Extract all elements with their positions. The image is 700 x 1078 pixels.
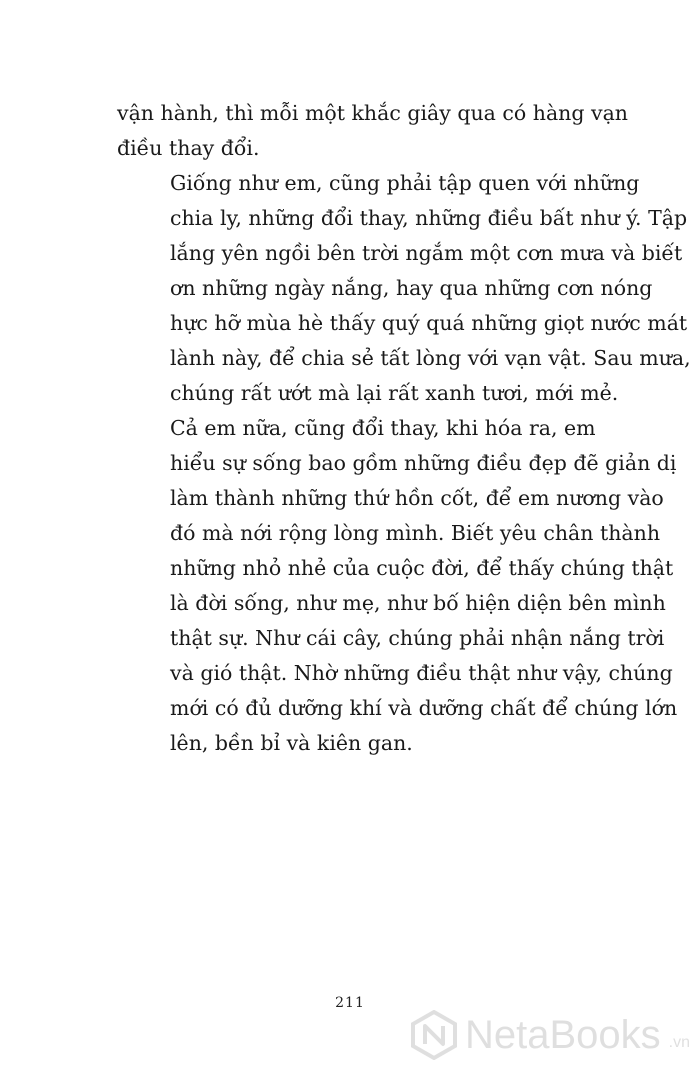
paragraph bbox=[117, 166, 691, 411]
book-page-body bbox=[117, 96, 691, 761]
text-line: chúng rất ướt mà lại rất xanh tươi, mới mẻ. bbox=[170, 381, 619, 405]
text-line: Cả em nữa, cũng đổi thay, khi hóa ra, em bbox=[170, 416, 596, 440]
watermark-suffix: .vn bbox=[668, 1034, 690, 1051]
text-line: thật sự. Như cái cây, chúng phải nhận nắng trời bbox=[170, 626, 665, 650]
text-line: lắng yên ngồi bên trời ngắm một cơn mưa và biết bbox=[170, 241, 683, 265]
text-line: và gió thật. Nhờ những điều thật như vậy, chúng bbox=[170, 661, 673, 685]
text-line: vận hành, thì mỗi một khắc giây qua có hàng vạn bbox=[117, 101, 629, 125]
watermark-text: NetaBooks bbox=[464, 1012, 661, 1057]
netabooks-logo-icon bbox=[411, 1010, 457, 1060]
text-line: chia ly, những đổi thay, những điều bất như ý. Tập bbox=[170, 206, 688, 230]
text-line: Giống như em, cũng phải tập quen với những bbox=[170, 171, 640, 195]
text-line: mới có đủ dưỡng khí và dưỡng chất để chúng lớn bbox=[170, 696, 678, 720]
watermark bbox=[411, 1010, 690, 1060]
text-line: hực hỡ mùa hè thấy quý quá những giọt nước mát bbox=[170, 311, 688, 335]
paragraph bbox=[117, 411, 678, 761]
text-line: hiểu sự sống bao gồm những điều đẹp đẽ giản dị bbox=[170, 451, 677, 475]
text-line: lên, bền bỉ và kiên gan. bbox=[170, 731, 413, 755]
text-line: đó mà nới rộng lòng mình. Biết yêu chân thành bbox=[170, 521, 661, 545]
paragraph bbox=[117, 96, 629, 166]
text-line: ơn những ngày nắng, hay qua những cơn nóng bbox=[170, 276, 653, 300]
text-line: là đời sống, như mẹ, như bố hiện diện bên mình bbox=[170, 591, 666, 615]
text-line: điều thay đổi. bbox=[117, 136, 260, 160]
page-number: 211 bbox=[335, 995, 365, 1011]
text-line: làm thành những thứ hồn cốt, để em nương vào bbox=[170, 486, 664, 510]
text-line: những nhỏ nhẻ của cuộc đời, để thấy chúng thật bbox=[170, 556, 674, 580]
text-line: lành này, để chia sẻ tất lòng với vạn vật. Sau mưa, bbox=[170, 346, 691, 370]
